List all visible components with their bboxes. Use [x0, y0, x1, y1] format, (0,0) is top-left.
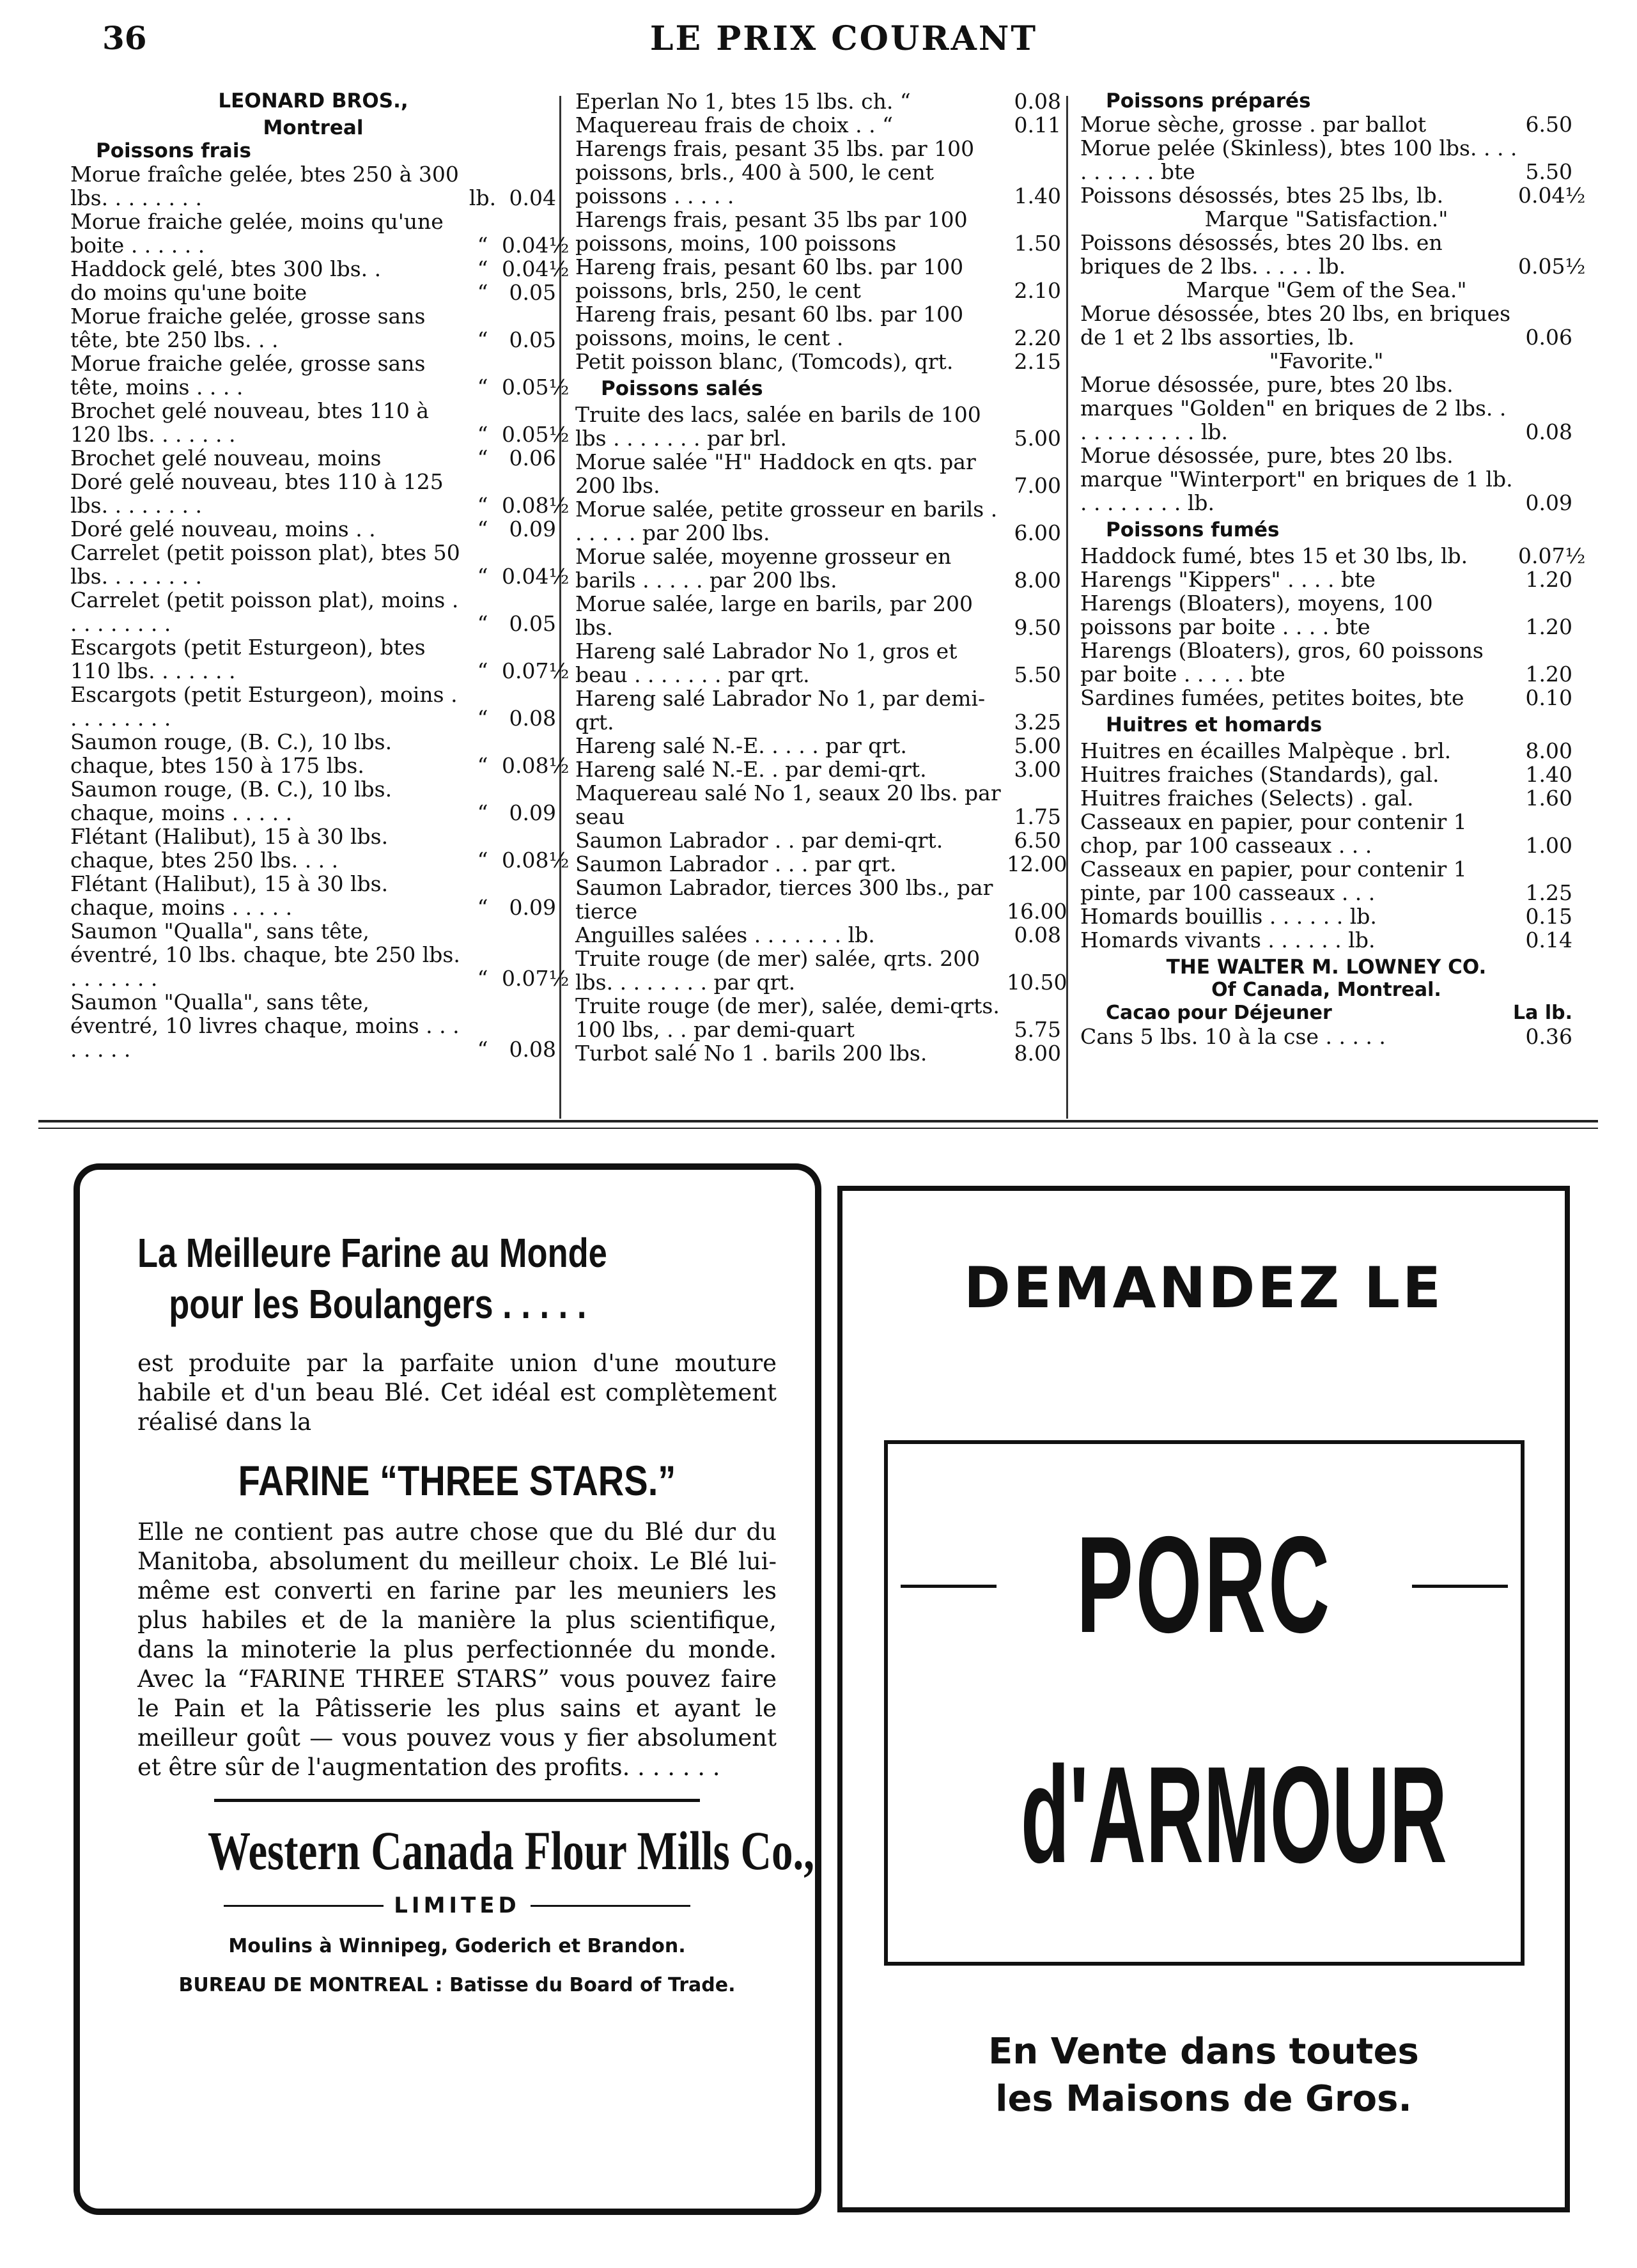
- item-description: Truite rouge (de mer) salée, qrts. 200 lbs. . . . . . . . par qrt.: [575, 946, 981, 995]
- item-price: 1.25: [1525, 880, 1572, 905]
- item-description: Eperlan No 1, btes 15 lbs. ch. “: [575, 89, 911, 114]
- item-price: 0.14: [1525, 928, 1572, 952]
- price-row: [575, 687, 1061, 734]
- item-description: Escargots (petit Esturgeon), moins . . . . . . . . .: [70, 682, 458, 731]
- item-description: Huitres fraiches (Selects) . gal.: [1080, 786, 1414, 811]
- ad-brand-line-2: d'ARMOUR: [1020, 1737, 1447, 1891]
- item-price: 0.11: [1014, 113, 1061, 137]
- item-description: Homards vivants . . . . . . lb.: [1080, 928, 1376, 952]
- item-price: 0.05½: [1518, 254, 1586, 279]
- price-row: [575, 946, 1067, 995]
- price-row: [70, 517, 556, 541]
- item-price: 3.25: [1014, 710, 1061, 734]
- price-items: [1080, 1025, 1572, 1048]
- ad-headline-line-2: pour les Boulangers . . . . .: [169, 1281, 587, 1327]
- price-row: [70, 351, 570, 400]
- ad-headline-line-1: La Meilleure Farine au Monde: [137, 1230, 607, 1276]
- item-description: Saumon rouge, (B. C.), 10 lbs. chaque, btes 150 à 175 lbs.: [70, 729, 392, 778]
- item-price: 0.08: [509, 1037, 556, 1062]
- item-description: Haddock gelé, btes 300 lbs. .: [70, 256, 382, 281]
- price-row: [1080, 591, 1572, 639]
- price-row: [70, 256, 570, 281]
- item-price: 0.08: [1525, 419, 1572, 444]
- item-price: 1.50: [1014, 231, 1061, 256]
- price-row: [70, 446, 556, 470]
- item-unit: “: [477, 564, 488, 589]
- price-items: [575, 89, 1061, 373]
- price-row: [1080, 786, 1572, 810]
- item-description: Harengs (Bloaters), gros, 60 poissons par boite . . . . . bte: [1080, 638, 1484, 687]
- item-description: Maquereau frais de choix . . “: [575, 113, 893, 137]
- advertisement-flour: [74, 1163, 821, 2215]
- item-price: 1.40: [1014, 183, 1061, 208]
- item-unit: “: [477, 280, 488, 305]
- item-price: 0.15: [1525, 904, 1572, 929]
- price-row: [1080, 1025, 1572, 1048]
- price-row: [1080, 113, 1572, 136]
- company-name: Western Canada Flour Mills Co.,: [208, 1820, 815, 1881]
- ad-tagline-line-2: les Maisons de Gros.: [995, 2078, 1412, 2120]
- item-description: Poissons désossés, btes 25 lbs, lb.: [1080, 183, 1444, 208]
- price-row: [70, 281, 556, 304]
- item-price: 0.07½: [1518, 543, 1586, 568]
- column-2: [575, 89, 1067, 1106]
- price-items: [1080, 112, 1586, 208]
- price-row: [575, 255, 1061, 302]
- price-row: [1080, 928, 1572, 952]
- brand-note: Marque "Satisfaction.": [1204, 206, 1448, 231]
- item-description: Hareng salé N.-E. . par demi-qrt.: [575, 757, 927, 782]
- subsection-heading: [1080, 1001, 1572, 1025]
- item-price: 10.50: [1007, 970, 1067, 995]
- rule-right: [531, 1905, 690, 1907]
- item-unit: “: [477, 1037, 488, 1062]
- item-description: Petit poisson blanc, (Tomcods), qrt.: [575, 349, 954, 374]
- item-price: 0.08½: [502, 753, 570, 778]
- price-row: [575, 875, 1067, 924]
- price-row: [1080, 739, 1572, 763]
- page-header: [77, 19, 1611, 64]
- item-price: 1.00: [1525, 833, 1572, 858]
- item-unit: “: [477, 256, 488, 281]
- item-price: 0.08: [509, 706, 556, 731]
- item-description: Saumon Labrador . . par demi-qrt.: [575, 828, 943, 853]
- item-description: Escargots (petit Esturgeon), btes 110 lbs. . . . . . .: [70, 635, 426, 683]
- price-row: [575, 923, 1061, 947]
- price-row: [70, 919, 570, 991]
- column-1: [70, 89, 570, 1106]
- item-description: Saumon rouge, (B. C.), 10 lbs. chaque, moins . . . . .: [70, 777, 392, 825]
- item-description: Doré gelé nouveau, moins . .: [70, 517, 376, 541]
- price-row: [70, 729, 570, 778]
- item-unit: “: [477, 375, 488, 400]
- price-row: [575, 781, 1061, 828]
- page-number: 36: [102, 19, 147, 57]
- item-price: 0.04½: [1518, 183, 1586, 208]
- price-row: [575, 208, 1061, 255]
- item-unit: “: [477, 493, 488, 518]
- section-heading: Poissons fumés: [1106, 518, 1280, 541]
- price-row: [575, 350, 1061, 373]
- item-price: 0.08: [1014, 922, 1061, 947]
- section-divider: [38, 1128, 1598, 1129]
- item-description: Morue salée, petite grosseur en barils . . . . . . par 200 lbs.: [575, 497, 998, 545]
- item-price: 0.05: [509, 611, 556, 636]
- item-price: 0.05: [509, 280, 556, 305]
- price-row: [70, 635, 570, 683]
- item-price: 8.00: [1525, 738, 1572, 763]
- item-description: Sardines fumées, petites boites, bte: [1080, 685, 1464, 710]
- section-heading: Poissons frais: [96, 139, 251, 162]
- item-unit: “: [477, 800, 488, 825]
- price-row: [575, 302, 1061, 350]
- item-price: 0.04: [509, 185, 556, 210]
- item-description: Morue fraîche gelée, btes 250 à 300 lbs. . . . . . . .: [70, 162, 459, 210]
- item-description: Huitres fraiches (Standards), gal.: [1080, 762, 1439, 787]
- item-description: Saumon Labrador . . . par qrt.: [575, 851, 897, 876]
- item-unit: “: [477, 422, 488, 447]
- price-items: [1080, 543, 1586, 710]
- item-price: 0.08½: [502, 848, 570, 873]
- section-heading: Poissons préparés: [1106, 89, 1311, 113]
- item-price: 2.15: [1014, 349, 1061, 374]
- item-description: Casseaux en papier, pour contenir 1 chop, par 100 casseaux . . .: [1080, 809, 1467, 858]
- ad-brand-line-1: PORC: [1076, 1507, 1332, 1661]
- limited-label: LIMITED: [394, 1893, 520, 1918]
- item-description: Morue désossée, pure, btes 20 lbs. marques "Golden" en briques de 2 lbs. . . . . . . . . . . lb.: [1080, 372, 1507, 444]
- item-unit: “: [477, 966, 488, 991]
- price-row: [575, 851, 1067, 876]
- rule-left: [901, 1585, 997, 1588]
- item-description: Truite des lacs, salée en barils de 100 lbs . . . . . . . par brl.: [575, 402, 981, 451]
- section-heading: Poissons salés: [601, 377, 763, 400]
- item-price: 1.20: [1525, 662, 1572, 687]
- ad-brand-box: [884, 1440, 1525, 1966]
- item-description: Huitres en écailles Malpèque . brl.: [1080, 738, 1452, 763]
- publication-title: LE PRIX COURANT: [649, 19, 1038, 58]
- price-row: [575, 757, 1061, 781]
- item-description: Cans 5 lbs. 10 à la cse . . . . .: [1080, 1024, 1386, 1049]
- item-price: 1.75: [1014, 804, 1061, 829]
- item-price: 5.50: [1014, 662, 1061, 687]
- item-description: Morue sèche, grosse . par ballot: [1080, 112, 1427, 137]
- ad-intro: est produite par la parfaite union d'une mouture habile et d'un beau Blé. Cet idéal est complètement réalisé dans la: [137, 1349, 777, 1436]
- price-row: [1080, 568, 1572, 591]
- price-items: [1080, 373, 1572, 515]
- item-price: 0.10: [1525, 685, 1572, 710]
- item-description: Anguilles salées . . . . . . . lb.: [575, 922, 875, 947]
- section-divider: [38, 1120, 1598, 1122]
- item-description: Hareng frais, pesant 60 lbs. par 100 poissons, brls, 250, le cent: [575, 254, 964, 303]
- mill-locations: Moulins à Winnipeg, Goderich et Brandon.: [228, 1935, 686, 1957]
- item-description: Hareng frais, pesant 60 lbs. par 100 poissons, moins, le cent .: [575, 302, 964, 350]
- price-row: [575, 113, 1061, 137]
- price-row: [1080, 763, 1572, 786]
- price-row: [575, 734, 1061, 757]
- item-description: Saumon "Qualla", sans tête, éventré, 10 lbs. chaque, bte 250 lbs. . . . . . . .: [70, 919, 460, 991]
- item-description: Morue salée, large en barils, par 200 lbs.: [575, 591, 973, 640]
- item-description: Saumon Labrador, tierces 300 lbs., par tierce: [575, 875, 993, 924]
- price-row: [575, 403, 1061, 450]
- item-price: 0.36: [1525, 1024, 1572, 1049]
- item-price: 6.00: [1014, 520, 1061, 545]
- ad-tagline: [842, 2028, 1565, 2123]
- item-description: Morue fraiche gelée, grosse sans tête, bte 250 lbs. . .: [70, 304, 426, 352]
- company-limited: [137, 1893, 777, 1918]
- item-price: 5.00: [1014, 426, 1061, 451]
- item-unit: “: [477, 517, 488, 541]
- price-row: [70, 990, 556, 1061]
- price-list: [70, 89, 1586, 1106]
- item-description: Flétant (Halibut), 15 à 30 lbs. chaque, moins . . . . .: [70, 871, 389, 920]
- item-unit: “: [477, 327, 488, 352]
- item-description: Poissons désossés, btes 20 lbs. en briques de 2 lbs. . . . . lb.: [1080, 230, 1443, 279]
- item-unit: “: [477, 706, 488, 731]
- price-row: [70, 209, 570, 258]
- item-unit: “: [477, 611, 488, 636]
- item-description: Doré gelé nouveau, btes 110 à 125 lbs. . . . . . . .: [70, 469, 444, 518]
- price-row: [70, 469, 570, 518]
- section-heading: Huitres et homards: [1106, 713, 1323, 736]
- subsection-label: Cacao pour Déjeuner: [1106, 1002, 1332, 1024]
- item-unit: “: [477, 895, 488, 920]
- column-3: [1080, 89, 1586, 1106]
- item-price: 6.50: [1014, 828, 1061, 853]
- item-price: 0.09: [1525, 490, 1572, 515]
- price-row: [575, 994, 1061, 1041]
- advertisement-armour: [837, 1186, 1570, 2212]
- price-row: [575, 545, 1061, 592]
- price-row: [1080, 183, 1586, 208]
- item-description: Harengs "Kippers" . . . . bte: [1080, 567, 1376, 592]
- item-price: 2.10: [1014, 278, 1061, 303]
- item-price: 1.20: [1525, 614, 1572, 639]
- item-price: 0.06: [1525, 325, 1572, 350]
- item-description: Turbot salé No 1 . barils 200 lbs.: [575, 1041, 927, 1066]
- item-description: Brochet gelé nouveau, btes 110 à 120 lbs. . . . . . .: [70, 398, 430, 447]
- item-price: 0.08: [1014, 89, 1061, 114]
- price-row: [70, 683, 556, 730]
- subsection-unit: La lb.: [1513, 1002, 1572, 1024]
- price-row: [575, 450, 1061, 497]
- item-price: 5.50: [1525, 159, 1572, 184]
- ad-call-to-action: DEMANDEZ LE: [963, 1255, 1444, 1321]
- price-items: [70, 162, 570, 1062]
- ad-brand: FARINE “THREE STARS.”: [238, 1457, 676, 1504]
- price-row: [1080, 302, 1572, 349]
- item-price: 0.05½: [502, 375, 570, 400]
- item-price: 3.00: [1014, 757, 1061, 782]
- item-price: 0.04½: [502, 564, 570, 589]
- price-row: [1080, 444, 1572, 515]
- montreal-office: BUREAU DE MONTREAL : Batisse du Board of Trade.: [178, 1974, 736, 1996]
- price-row: [1080, 639, 1572, 686]
- brand-note: Marque "Gem of the Sea.": [1186, 277, 1467, 302]
- item-unit: “: [477, 446, 488, 470]
- item-description: Casseaux en papier, pour contenir 1 pinte, par 100 casseaux . . .: [1080, 857, 1467, 905]
- item-unit: lb.: [469, 185, 497, 210]
- item-price: 1.60: [1525, 786, 1572, 811]
- item-description: Homards bouillis . . . . . . lb.: [1080, 904, 1377, 929]
- item-price: 0.06: [509, 446, 556, 470]
- item-description: Hareng salé N.-E. . . . . par qrt.: [575, 733, 907, 758]
- price-row: [575, 1041, 1061, 1065]
- brand-note: "Favorite.": [1269, 348, 1384, 373]
- item-description: Harengs frais, pesant 35 lbs par 100 poissons, moins, 100 poissons: [575, 207, 968, 256]
- item-description: do moins qu'une boite: [70, 280, 307, 305]
- price-row: [70, 540, 570, 589]
- price-row: [575, 592, 1061, 639]
- item-description: Harengs frais, pesant 35 lbs. par 100 poissons, brls., 400 à 500, le cent poissons . . . . .: [575, 136, 975, 208]
- price-row: [70, 304, 556, 352]
- ad-headline: [137, 1227, 662, 1330]
- price-items: [1080, 302, 1572, 349]
- item-description: Flétant (Halibut), 15 à 30 lbs. chaque, btes 250 lbs. . . .: [70, 824, 389, 873]
- item-price: 2.20: [1014, 325, 1061, 350]
- item-description: Haddock fumé, btes 15 et 30 lbs, lb.: [1080, 543, 1468, 568]
- item-description: Brochet gelé nouveau, moins: [70, 446, 382, 470]
- price-row: [70, 872, 556, 919]
- item-price: 0.09: [509, 895, 556, 920]
- item-description: Harengs (Bloaters), moyens, 100 poissons par boite . . . . bte: [1080, 591, 1433, 639]
- ad-divider: [214, 1799, 700, 1802]
- item-description: Morue désossée, pure, btes 20 lbs. marque "Winterport" en briques de 1 lb. . . . . . . . . lb.: [1080, 443, 1513, 515]
- price-row: [575, 639, 1061, 687]
- vendor-name: LEONARD BROS.,: [218, 89, 408, 113]
- item-price: 0.09: [509, 517, 556, 541]
- price-row: [575, 497, 1061, 545]
- price-row: [1080, 136, 1572, 183]
- price-row: [70, 588, 556, 635]
- item-price: 0.08½: [502, 493, 570, 518]
- price-row: [1080, 686, 1572, 710]
- item-price: 0.07½: [502, 966, 570, 991]
- price-row: [1080, 373, 1572, 444]
- price-row: [1080, 857, 1572, 905]
- item-description: Truite rouge (de mer), salée, demi-qrts. 100 lbs, . . par demi-quart: [575, 993, 1000, 1042]
- price-items: [575, 402, 1067, 1066]
- item-price: 0.05: [509, 327, 556, 352]
- item-price: 0.09: [509, 800, 556, 825]
- price-row: [575, 828, 1061, 852]
- price-items: [1080, 230, 1586, 279]
- vendor-city: Of Canada, Montreal.: [1211, 979, 1441, 1001]
- item-description: Maquereau salé No 1, seaux 20 lbs. par seau: [575, 781, 1001, 829]
- price-row: [70, 162, 556, 210]
- item-price: 1.20: [1525, 567, 1572, 592]
- item-price: 0.04½: [502, 233, 570, 258]
- price-row: [575, 137, 1061, 208]
- item-price: 7.00: [1014, 473, 1061, 498]
- price-row: [1080, 905, 1572, 928]
- item-price: 5.00: [1014, 733, 1061, 758]
- price-row: [70, 398, 570, 447]
- item-description: Morue salée "H" Haddock en qts. par 200 lbs.: [575, 449, 976, 498]
- price-row: [1080, 230, 1586, 279]
- item-description: Morue pelée (Skinless), btes 100 lbs. . . . . . . . . . bte: [1080, 136, 1517, 184]
- item-description: Morue salée, moyenne grosseur en barils . . . . . par 200 lbs.: [575, 544, 952, 593]
- vendor-city: Montreal: [263, 116, 364, 139]
- item-price: 0.04½: [502, 256, 570, 281]
- item-price: 0.05½: [502, 422, 570, 447]
- item-unit: “: [477, 658, 488, 683]
- price-row: [1080, 543, 1586, 568]
- item-description: Carrelet (petit poisson plat), btes 50 lbs. . . . . . . .: [70, 540, 460, 589]
- item-unit: “: [477, 848, 488, 873]
- price-row: [1080, 810, 1572, 857]
- price-row: [70, 777, 556, 825]
- item-price: 8.00: [1014, 1041, 1061, 1066]
- item-description: Saumon "Qualla", sans tête, éventré, 10 livres chaque, moins . . . . . . . .: [70, 990, 460, 1062]
- price-row: [575, 89, 1061, 113]
- rule-right: [1412, 1585, 1508, 1588]
- vendor-name: THE WALTER M. LOWNEY CO.: [1166, 956, 1487, 979]
- price-row: [70, 824, 570, 873]
- item-unit: “: [477, 753, 488, 778]
- rule-left: [224, 1905, 384, 1907]
- ad-tagline-line-1: En Vente dans toutes: [988, 2031, 1419, 2072]
- item-price: 9.50: [1014, 615, 1061, 640]
- item-price: 0.07½: [502, 658, 570, 683]
- item-description: Morue fraiche gelée, grosse sans tête, moins . . . .: [70, 351, 426, 400]
- item-description: Morue désossée, btes 20 lbs, en briques de 1 et 2 lbs assorties, lb.: [1080, 301, 1511, 350]
- item-unit: “: [477, 233, 488, 258]
- item-price: 8.00: [1014, 568, 1061, 593]
- item-description: Morue fraiche gelée, moins qu'une boite . . . . . .: [70, 209, 444, 258]
- ad-body: Elle ne contient pas autre chose que du Blé dur du Manitoba, absolument du meilleur choix. Le Blé lui-même est converti en farine par les meuniers les plus habiles et de la manière la plus scientifique, dans la minoterie la plus perfectionnée du monde. Avec la “FARINE THREE STARS” vous pouvez faire le Pain et la Pâtisserie les plus sains et ayant le meilleur goût — vous pouvez vous y fier absolument et être sûr de l'augmentation des profits. . . . . . .: [137, 1518, 777, 1781]
- item-description: Hareng salé Labrador No 1, gros et beau . . . . . . . par qrt.: [575, 639, 958, 687]
- item-description: Hareng salé Labrador No 1, par demi-qrt.: [575, 686, 986, 734]
- item-price: 1.40: [1525, 762, 1572, 787]
- item-description: Carrelet (petit poisson plat), moins . . . . . . . . .: [70, 587, 459, 636]
- price-items: [1080, 739, 1572, 952]
- item-price: 12.00: [1007, 851, 1067, 876]
- advertisement-content: [137, 1170, 815, 1996]
- item-price: 16.00: [1007, 899, 1067, 924]
- item-price: 6.50: [1525, 112, 1572, 137]
- item-price: 5.75: [1014, 1017, 1061, 1042]
